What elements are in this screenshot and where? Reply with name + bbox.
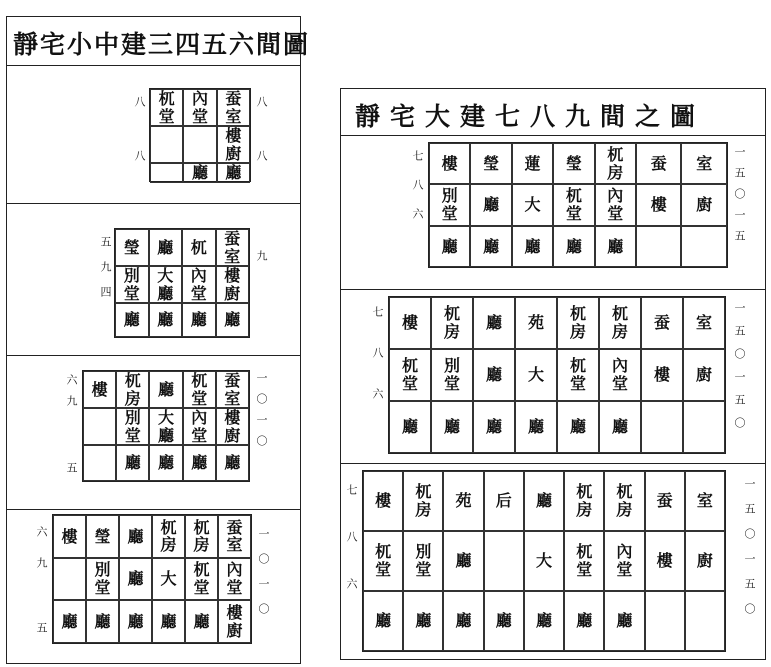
side-label: 八: [133, 150, 146, 161]
room-cell: 樓: [429, 143, 470, 184]
room-cell: [685, 591, 725, 651]
room-cell: 樓 廚: [216, 408, 249, 445]
side-label: 八: [133, 96, 146, 107]
room-cell: 杌 房: [595, 143, 636, 184]
room-cell: 蚕: [645, 471, 685, 531]
room-cell: 杌 房: [403, 471, 443, 531]
side-label: 八: [255, 96, 268, 107]
room-cell: 廳: [119, 600, 152, 643]
room-cell: 苑: [443, 471, 483, 531]
room-cell: 樓 廚: [217, 126, 250, 163]
room-cell: 別 堂: [403, 531, 443, 591]
room-cell: 杌 堂: [553, 184, 594, 225]
room-cell: 樓: [389, 297, 431, 349]
room-cell: [641, 401, 683, 453]
room-cell: 杌: [182, 229, 216, 266]
section-divider: [7, 355, 300, 356]
side-label: 一五〇一五〇: [743, 478, 756, 628]
room-cell: 廳: [217, 163, 250, 183]
room-cell: 廳: [119, 558, 152, 601]
room-cell: 廳: [473, 297, 515, 349]
room-cell: 大 廳: [149, 408, 182, 445]
room-cell: 廳: [86, 600, 119, 643]
room-cell: 杌 堂: [389, 349, 431, 401]
room-cell: 廳: [484, 591, 524, 651]
room-cell: 廳: [604, 591, 644, 651]
room-cell: 廳: [473, 401, 515, 453]
room-cell: 廳: [149, 371, 182, 408]
room-cell: 廳: [149, 229, 183, 266]
room-cell: 樓: [83, 371, 116, 408]
room-cell: 杌 堂: [557, 349, 599, 401]
floor-plan-7-rooms: [428, 142, 728, 268]
room-cell: 廳: [599, 401, 641, 453]
room-cell: [183, 126, 216, 163]
side-label: 一五〇一五〇: [733, 302, 746, 440]
room-cell: 廚: [683, 349, 725, 401]
floor-plan-8-rooms: [388, 296, 726, 454]
room-cell: 大: [515, 349, 557, 401]
room-cell: 杌 房: [431, 297, 473, 349]
room-cell: [683, 401, 725, 453]
room-cell: 瑩: [86, 515, 119, 558]
side-label: 六九: [35, 526, 48, 588]
room-cell: [484, 531, 524, 591]
room-cell: [53, 558, 86, 601]
room-cell: 別 堂: [429, 184, 470, 225]
room-cell: 樓: [645, 531, 685, 591]
floor-plan-5-rooms: [82, 370, 250, 482]
side-label: 五: [35, 622, 48, 633]
floor-plan-9-rooms: [362, 470, 726, 652]
room-cell: 廳: [429, 226, 470, 267]
room-cell: 廳: [473, 349, 515, 401]
room-cell: 廳: [182, 303, 216, 337]
room-cell: 廳: [216, 445, 249, 481]
room-cell: 廳: [389, 401, 431, 453]
room-cell: 內 堂: [182, 266, 216, 303]
room-cell: 廳: [431, 401, 473, 453]
room-cell: 廳: [515, 401, 557, 453]
room-cell: 蚕 室: [217, 89, 250, 126]
room-cell: [681, 226, 727, 267]
room-cell: 廳: [363, 591, 403, 651]
room-cell: 杌 堂: [185, 558, 218, 601]
room-cell: 廳: [149, 445, 182, 481]
section-divider: [7, 509, 300, 510]
room-cell: 蚕: [636, 143, 682, 184]
room-cell: 蚕: [641, 297, 683, 349]
room-cell: 室: [685, 471, 725, 531]
side-label: 六九: [65, 374, 78, 416]
room-cell: 別 堂: [116, 408, 149, 445]
room-cell: 廳: [152, 600, 185, 643]
room-cell: 杌 房: [599, 297, 641, 349]
room-cell: 杌 房: [116, 371, 149, 408]
room-cell: 廳: [119, 515, 152, 558]
title-divider: [7, 65, 300, 66]
room-cell: 蚕 室: [216, 229, 250, 266]
large-house-title: 靜宅大建七八九間之圖: [355, 102, 706, 131]
room-cell: 廳: [524, 471, 564, 531]
room-cell: 蚕 室: [218, 515, 251, 558]
section-divider: [7, 203, 300, 204]
room-cell: [636, 226, 682, 267]
room-cell: 內 堂: [183, 408, 216, 445]
side-label: 九: [255, 250, 268, 261]
room-cell: 廳: [595, 226, 636, 267]
room-cell: 杌 堂: [564, 531, 604, 591]
room-cell: 瑩: [553, 143, 594, 184]
side-label: 五九四: [99, 236, 112, 311]
floor-plan-6-rooms: [52, 514, 252, 644]
side-label: 一五〇一五: [733, 146, 746, 251]
side-label: 七八六: [371, 306, 384, 429]
room-cell: 廳: [403, 591, 443, 651]
room-cell: 室: [683, 297, 725, 349]
room-cell: 大: [524, 531, 564, 591]
room-cell: 廳: [115, 303, 149, 337]
room-cell: 內 堂: [599, 349, 641, 401]
small-house-title: 靜宅小中建三四五六間圖: [13, 30, 311, 59]
room-cell: 廳: [185, 600, 218, 643]
room-cell: 杌 房: [604, 471, 644, 531]
room-cell: 廳: [470, 226, 511, 267]
side-label: 一〇一〇: [257, 528, 270, 628]
room-cell: 樓: [636, 184, 682, 225]
room-cell: [83, 408, 116, 445]
room-cell: 別 堂: [86, 558, 119, 601]
room-cell: 別 堂: [115, 266, 149, 303]
room-cell: 蚕 室: [216, 371, 249, 408]
room-cell: 廚: [685, 531, 725, 591]
room-cell: 廚: [681, 184, 727, 225]
title-divider: [341, 135, 765, 136]
side-label: 八: [255, 150, 268, 161]
room-cell: 廳: [443, 591, 483, 651]
room-cell: 廳: [557, 401, 599, 453]
room-cell: 內 堂: [218, 558, 251, 601]
room-cell: 杌 堂: [183, 371, 216, 408]
room-cell: 廳: [443, 531, 483, 591]
floor-plan-4-rooms: [114, 228, 250, 338]
side-label: 七八六: [345, 484, 358, 625]
side-label: 五: [65, 462, 78, 473]
room-cell: 廳: [149, 303, 183, 337]
room-cell: 后: [484, 471, 524, 531]
room-cell: 廳: [116, 445, 149, 481]
room-cell: 廳: [564, 591, 604, 651]
room-cell: [83, 445, 116, 481]
room-cell: 廳: [183, 163, 216, 183]
room-cell: 杌 房: [152, 515, 185, 558]
room-cell: [150, 126, 183, 163]
room-cell: 蓮: [512, 143, 553, 184]
room-cell: 杌 堂: [150, 89, 183, 126]
room-cell: 內 堂: [595, 184, 636, 225]
section-divider: [341, 289, 765, 290]
room-cell: 廳: [524, 591, 564, 651]
room-cell: 廳: [512, 226, 553, 267]
side-label: 一〇一〇: [255, 372, 268, 456]
room-cell: 瑩: [115, 229, 149, 266]
room-cell: 大 廳: [149, 266, 183, 303]
room-cell: 苑: [515, 297, 557, 349]
room-cell: 樓: [641, 349, 683, 401]
side-label: 七八六: [411, 150, 424, 237]
room-cell: 杌 房: [557, 297, 599, 349]
room-cell: [645, 591, 685, 651]
room-cell: 樓 廚: [216, 266, 250, 303]
room-cell: 廳: [183, 445, 216, 481]
room-cell: 瑩: [470, 143, 511, 184]
room-cell: [150, 163, 183, 183]
room-cell: 杌 房: [185, 515, 218, 558]
room-cell: 杌 堂: [363, 531, 403, 591]
room-cell: 樓: [363, 471, 403, 531]
room-cell: 樓: [53, 515, 86, 558]
room-cell: 室: [681, 143, 727, 184]
room-cell: 大: [512, 184, 553, 225]
floor-plan-3-rooms: [149, 88, 251, 182]
room-cell: 廳: [216, 303, 250, 337]
room-cell: 大: [152, 558, 185, 601]
room-cell: 內 堂: [604, 531, 644, 591]
room-cell: 別 堂: [431, 349, 473, 401]
room-cell: 廳: [470, 184, 511, 225]
room-cell: 廳: [553, 226, 594, 267]
room-cell: 內 堂: [183, 89, 216, 126]
room-cell: 樓 廚: [218, 600, 251, 643]
room-cell: 杌 房: [564, 471, 604, 531]
section-divider: [341, 463, 765, 464]
room-cell: 廳: [53, 600, 86, 643]
